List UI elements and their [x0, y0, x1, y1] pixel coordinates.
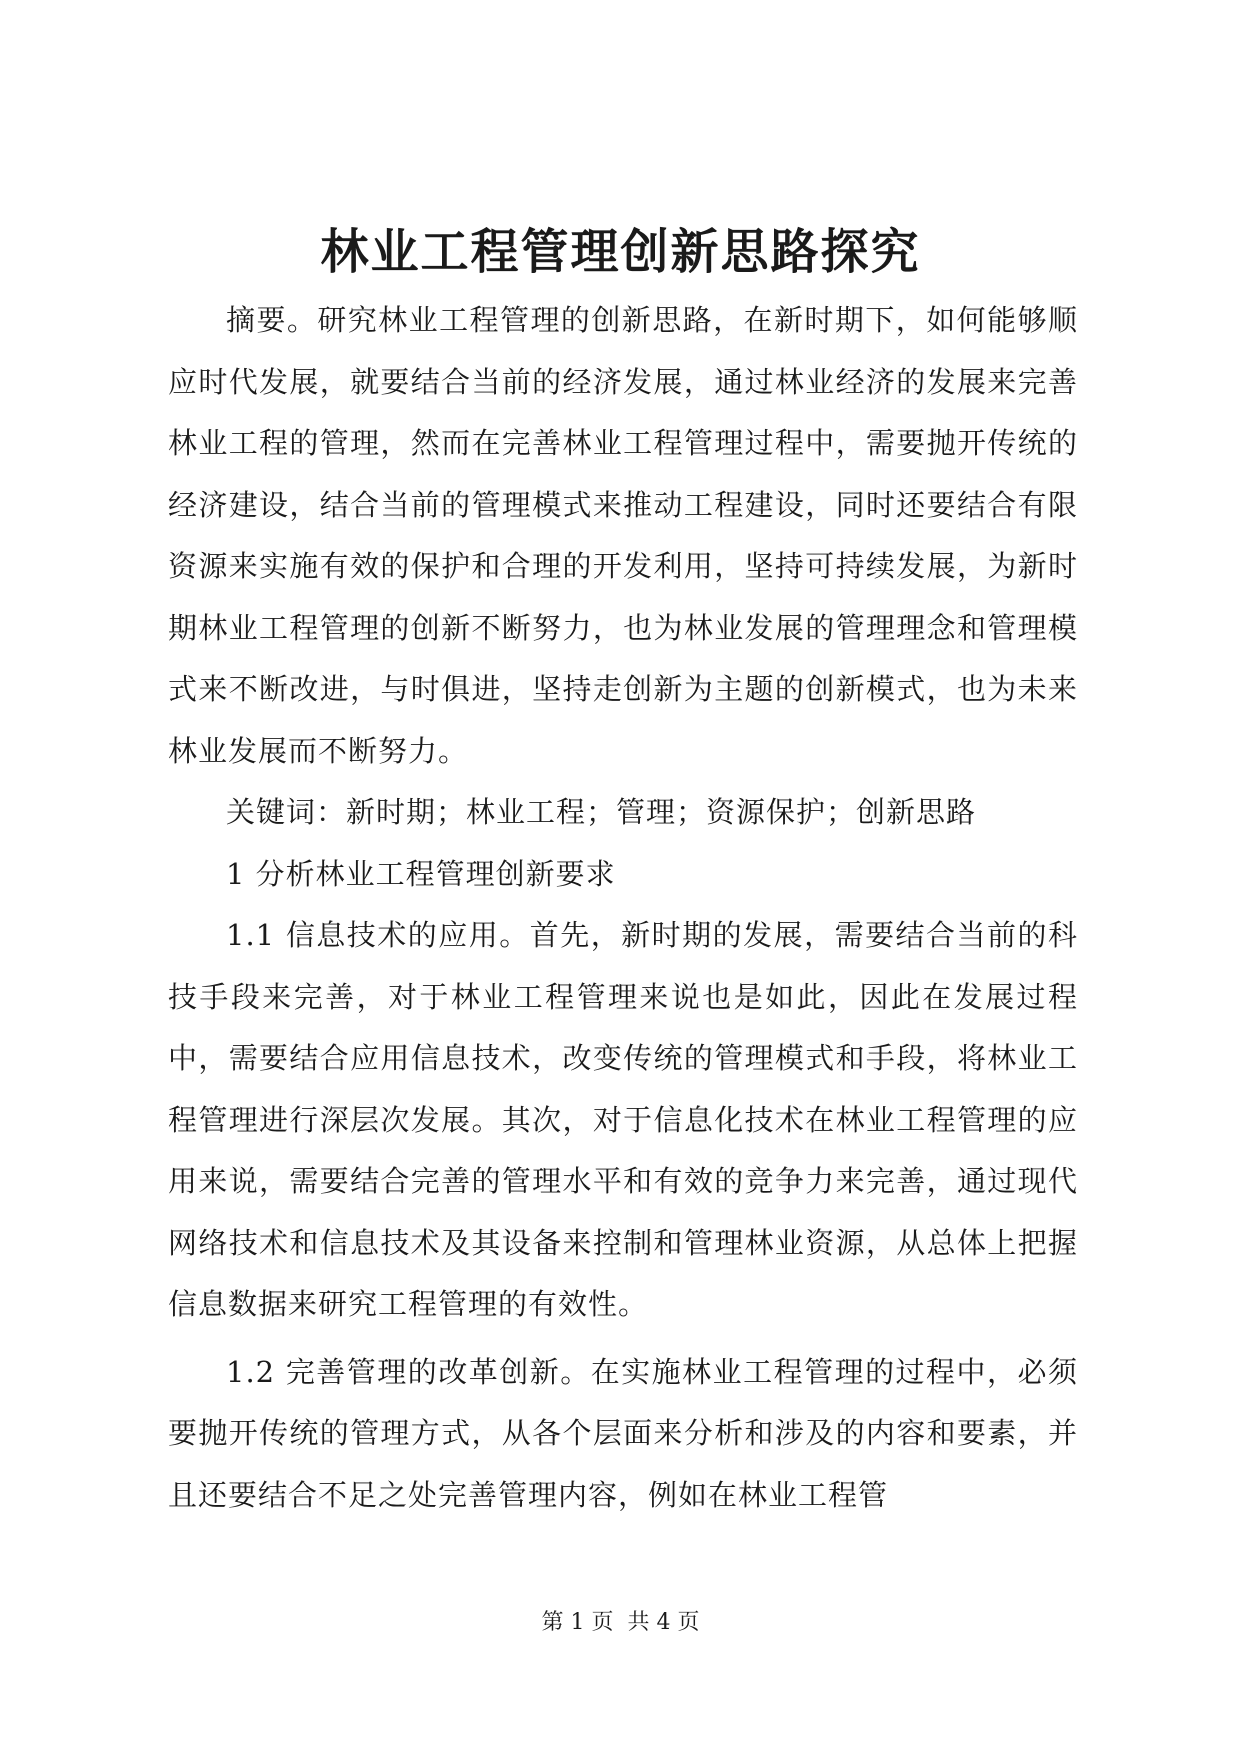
keywords-paragraph: 关键词：新时期；林业工程；管理；资源保护；创新思路 — [226, 795, 977, 829]
section-1-1-paragraph: 1.1 信息技术的应用。首先，新时期的发展，需要结合当前的科技手段来完善，对于林业工程管理来说也是如此，因此在发展过程中，需要结合应用信息技术，改变传统的管理模式和手段，将林业工程管理进行深层次发展。其次，对于信息化技术在林业工程管理的应用来说，需要结合完善的管理水平和有效的竞争力来完善，通过现代网络技术和信息技术及其设备来控制和管理林业资源，从总体上把握信息数据来研究工程管理的有效性。 — [168, 918, 1078, 1321]
document-title: 林业工程管理创新思路探究 — [320, 224, 921, 280]
abstract-paragraph: 摘要。研究林业工程管理的创新思路，在新时期下，如何能够顺应时代发展，就要结合当前的经济发展，通过林业经济的发展来完善林业工程的管理，然而在完善林业工程管理过程中，需要抛开传统的经济建设，结合当前的管理模式来推动工程建设，同时还要结合有限资源来实施有效的保护和合理的开发利用，坚持可持续发展，为新时期林业工程管理的创新不断努力，也为林业发展的管理理念和管理模式来不断改进，与时俱进，坚持走创新为主题的创新模式，也为未来林业发展而不断努力。 — [168, 303, 1078, 768]
section-heading-1: 1 分析林业工程管理创新要求 — [226, 856, 616, 891]
section-1-2-paragraph: 1.2 完善管理的改革创新。在实施林业工程管理的过程中，必须要抛开传统的管理方式，从各个层面来分析和涉及的内容和要素，并且还要结合不足之处完善管理内容，例如在林业工程管 — [168, 1354, 1078, 1512]
page-number-label: 第 1 页 共 4 页 — [541, 1610, 700, 1635]
page-footer — [0, 1608, 1241, 1638]
document-body — [168, 290, 1078, 1526]
